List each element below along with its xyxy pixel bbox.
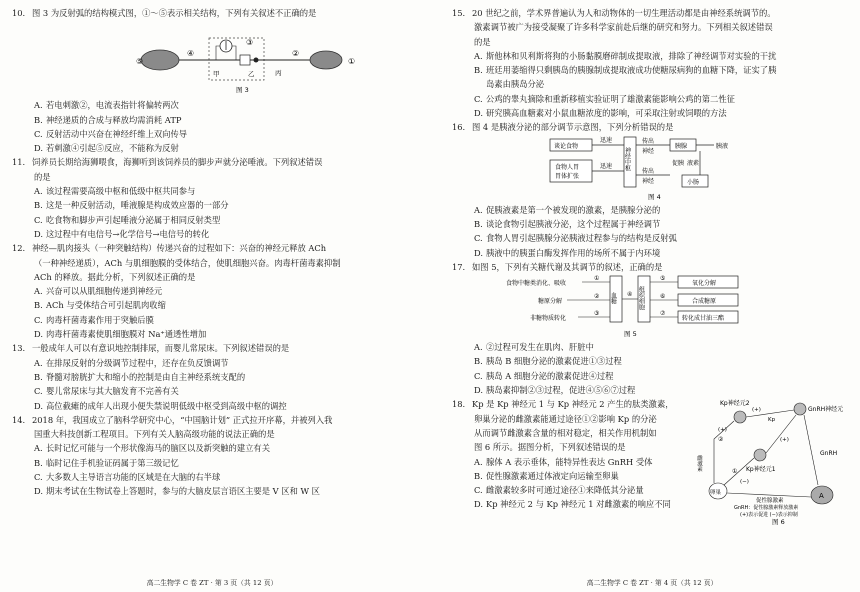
- svg-text:迅速: 迅速: [600, 162, 613, 170]
- label-jia: 甲: [213, 70, 220, 79]
- svg-text:Kp神经元2: Kp神经元2: [720, 400, 750, 408]
- q11-option: A. 该过程需要高级中枢和低级中枢共同参与: [34, 186, 196, 197]
- svg-text:①: ①: [732, 468, 738, 476]
- kp-diagram: [696, 395, 852, 525]
- label-1: ①: [348, 57, 356, 67]
- svg-text:非糖物质转化: 非糖物质转化: [530, 315, 567, 323]
- label-5: ⑤: [136, 57, 144, 67]
- label-3: ③: [246, 38, 254, 48]
- svg-text:糖原分解: 糖原分解: [538, 298, 563, 306]
- question-10-stem: 图 3 为反射弧的结构模式图，①～⑤表示相关结构，下列有关叙述不正确的是: [32, 8, 317, 18]
- glucose-diagram: [452, 274, 852, 340]
- q15-option: B. 班廷用萎缩得只剩胰岛的胰腺制成提取液成功使糖尿病狗的血糖下降，证实了胰: [474, 65, 777, 76]
- q14-option: C. 大多数人主导语言功能的区域是在大脑的右半球: [34, 472, 221, 483]
- svg-text:雌激素: 雌激素: [696, 455, 702, 472]
- svg-text:组织细胞: 组织细胞: [637, 286, 645, 311]
- svg-text:液素: 液素: [687, 159, 700, 167]
- question-10: 10. 图 3 为反射弧的结构模式图，①～⑤表示相关结构，下列有关叙述不正确的是 ⑤ ④ ③ ② ① 甲 乙 丙 图 3 A. 若电刺激②，电流表指针将偏转两次 B. 神经递质的合成与释放均需消耗 ATP C. 反射活动中兴奋在神经纤维上双向传导 D. 若刺激④引起⑤反应，不能称为反射: [12, 6, 412, 155]
- q17-option: C. 胰岛 A 细胞分泌的激素促进④过程: [474, 370, 614, 381]
- svg-text:GnRH：促性腺激素释放激素: GnRH：促性腺激素释放激素: [734, 505, 799, 512]
- reflex-arc-diagram: [12, 20, 412, 98]
- q17-option: B. 胰岛 B 细胞分泌的激素促进①③过程: [474, 356, 622, 367]
- svg-text:胃体扩张: 胃体扩张: [555, 172, 580, 180]
- receptor-oval: [310, 51, 342, 69]
- q18-option: D. Kp 神经元 2 与 Kp 神经元 1 对雌激素的响应不同: [474, 499, 671, 510]
- question-18: 18. Kp 是 Kp 神经元 1 与 Kp 神经元 2 产生的肽类激素， 卵巢分泌的雌激素能通过途径①②影响 Kp 的分泌 从而调节雌激素含量的相对稳定，相关作用机制如 图 6 所示。据图分析，下列叙述错误的是 A. 腺体 A 表示垂体，能特异性表达 GnRH 受体 B. 促性腺激素通过体液定向运输至卵巢 C. 雌激素较多时可通过途径①来降低其分泌量 D. Kp 神经元 2 与 Kp 神经元 1 对雌激素的响应不同 Kp神经元2 GnRH神经元 (+) Kp Kp神经元1 (+) GnRH A 卵巢 促性腺激素 雌激素 ② (+) ① (−) GnRH：促性腺激素释放激素 (+)表示促进 (−)表示抑制 图 6: [452, 397, 852, 511]
- q15-option: A. 斯他林和贝利斯将狗的小肠黏膜磨碎制成提取液，排除了神经调节对实验的干扰: [474, 50, 777, 61]
- question-15: 15. 20 世纪之前，学术界普遍认为人和动物体的一切生理活动都是由神经系统调节的。 激素调节被广为接受凝聚了许多科学家前赴后继的研究和努力。下列相关叙述错误 的是 A. 斯他林和贝利斯将狗的小肠黏膜磨碎制成提取液，排除了神经调节对实验的干扰 B. 班廷用萎缩得只剩胰岛的胰腺制成提取液成功使糖尿病狗的血糖下降，证实了胰 岛素由胰岛分泌 C. 公鸡的睾丸摘除和重新移植实验证明了雄激素能影响公鸡的第二性征 D. 研究胰高血糖素对小鼠血糖浓度的影响，可采取注射或饲喂的方法: [452, 6, 852, 120]
- q14-option: A. 长时记忆可能与一个形状像海马的脑区以及新突触的建立有关: [34, 443, 271, 454]
- question-17: 17. 如图 5，下列有关糖代谢及其调节的叙述，正确的是 食物中糖类消化、吸收 糖原分解 非糖物质转化 ① ② ③ 血糖 ④ 组织细胞 ⑤ ⑥ ⑦ 氧化分解 合成糖原 转化成甘油三酯 图 5 A. ②过程可发生在肌肉、肝脏中 B. 胰岛 B 细胞分泌的激素促进①③过程 C. 胰岛 A 细胞分泌的激素促进④过程 D. 胰岛素抑制②③过程，促进④⑤⑥⑦过程: [452, 260, 852, 397]
- svg-text:血糖: 血糖: [609, 292, 617, 305]
- svg-text:促胰: 促胰: [672, 159, 685, 167]
- q18-option: C. 雌激素较多时可通过途径①来降低其分泌量: [474, 485, 644, 496]
- effector-oval: [141, 50, 179, 70]
- kp-neuron-2-icon: [734, 411, 746, 423]
- label-bing: 丙: [275, 69, 282, 78]
- question-11: 11. 饲养员长期给海狮喂食，海狮听到该饲养员的脚步声就分泌唾液。下列叙述错误 的是 A. 该过程需要高级中枢和低级中枢共同参与 B. 这是一种反射活动，唾液腺是构成效应器的一部分 C. 吃食物和脚步声引起唾液分泌属于相同反射类型 D. 这过程中有电信号→化学信号→电信号的转化: [12, 155, 412, 241]
- label-2: ②: [292, 49, 300, 59]
- svg-text:③: ③: [594, 310, 600, 318]
- q15-option: C. 公鸡的睾丸摘除和重新移植实验证明了雄激素能影响公鸡的第二性征: [474, 93, 735, 104]
- question-14: 14. 2018 年，我国成立了脑科学研究中心，“中国脑计划” 正式拉开序幕，并被列入我 国重大科技创新工程项目。下列有关人脑高级功能的说法正确的是 A. 长时记忆可能与一个形状像海马的脑区以及新突触的建立有关 B. 临时记住手机验证码属于第三级记忆 C. 大多数人主导语言功能的区域是在大脑的右半球 D. 期末考试在生物试卷上答题时，参与的大脑皮层言语区主要是 V 区和 W 区: [12, 413, 412, 499]
- svg-text:食物中糖类消化、吸收: 食物中糖类消化、吸收: [506, 280, 567, 288]
- svg-text:④: ④: [627, 291, 633, 299]
- q15-option-continued: 岛素由胰岛分泌: [486, 79, 545, 90]
- svg-text:(+): (+): [780, 437, 789, 444]
- q10-option: D. 若刺激④引起⑤反应，不能称为反射: [34, 143, 179, 154]
- svg-text:谈论食物: 谈论食物: [554, 142, 579, 150]
- figure-3-caption: 图 3: [236, 86, 249, 95]
- q14-option: B. 临时记住手机验证码属于第三级记忆: [34, 457, 179, 468]
- q13-option: C. 婴儿常尿床与其大脑发育不完善有关: [34, 386, 179, 397]
- figure-4-pancreatic-regulation: [452, 135, 852, 203]
- svg-text:(+)表示促进 (−)表示抑制: (+)表示促进 (−)表示抑制: [740, 512, 798, 519]
- svg-text:传出: 传出: [642, 137, 655, 145]
- svg-text:GnRH: GnRH: [820, 450, 838, 458]
- svg-text:合成糖原: 合成糖原: [692, 298, 717, 306]
- q13-option: A. 在排尿反射的分级调节过程中，还存在负反馈调节: [34, 357, 229, 368]
- question-12: 12. 神经—肌肉接头（一种突触结构）传递兴奋的过程如下：兴奋的神经元释放 ACh （一种神经递质），ACh 与肌细胞膜的受体结合，使肌细胞兴奋。肉毒杆菌毒素抑制 ACh 的释放。据此分析，下列叙述正确的是 A. 兴奋可以从肌细胞传递到神经元 B. ACh 与受体结合可引起肌肉收缩 C. 肉毒杆菌毒素作用于突触后膜 D. 肉毒杆菌毒素使肌细胞膜对 Na⁺通透性增加: [12, 241, 412, 341]
- svg-text:Kp神经元1: Kp神经元1: [746, 466, 776, 474]
- q16-option: B. 谈论食物引起胰液分泌，这个过程属于神经调节: [474, 218, 661, 229]
- q16-option: D. 胰液中的胰蛋白酶发挥作用的场所不属于内环境: [474, 247, 661, 258]
- svg-text:传出: 传出: [642, 167, 655, 175]
- q16-option: A. 促胰液素是第一个被发现的激素，是胰腺分泌的: [474, 204, 661, 215]
- svg-text:促性腺激素: 促性腺激素: [756, 498, 784, 505]
- svg-text:②: ②: [718, 436, 724, 444]
- q10-option: B. 神经递质的合成与释放均需消耗 ATP: [34, 114, 182, 125]
- q11-option: B. 这是一种反射活动，唾液腺是构成效应器的一部分: [34, 200, 229, 211]
- svg-text:Kp: Kp: [768, 417, 776, 424]
- svg-text:(−): (−): [740, 479, 749, 486]
- svg-text:氧化分解: 氧化分解: [692, 280, 717, 288]
- svg-text:迅速: 迅速: [600, 136, 613, 144]
- figure-6-caption: 图 6: [772, 518, 785, 526]
- svg-text:(+): (+): [718, 427, 727, 434]
- figure-5-caption: 图 5: [624, 330, 637, 339]
- q12-option: C. 肉毒杆菌毒素作用于突触后膜: [34, 314, 154, 325]
- q17-option: A. ②过程可发生在肌肉、肝脏中: [474, 342, 594, 353]
- question-16: 16. 图 4 是胰液分泌的部分调节示意图，下列分析错误的是 谈论食物 食物人胃 胃体扩张 迅速 迅速 神经中枢 传出 神经 传出 神经 胰腺 胰液 促胰 液素 小肠 图 4 A. 促胰液素是第一个被发现的激素，是胰腺分泌的 B. 谈论食物引起胰液分泌，这个过程属于神经调节 C. 食物人胃引起胰腺分泌胰液过程参与的结构是反射弧 D. 胰液中的胰蛋白酶发挥作用的场所不属于内环境: [452, 120, 852, 259]
- figure-6-kp-regulation: [696, 395, 852, 525]
- svg-text:胰腺: 胰腺: [675, 142, 688, 150]
- svg-text:②: ②: [594, 293, 600, 301]
- kp-neuron-1-icon: [754, 449, 766, 461]
- label-yi: 乙: [248, 70, 255, 79]
- right-column: [452, 6, 852, 526]
- q18-option: A. 腺体 A 表示垂体，能特异性表达 GnRH 受体: [474, 456, 653, 467]
- svg-text:①: ①: [594, 275, 600, 283]
- svg-text:⑥: ⑥: [660, 293, 666, 301]
- svg-text:食物人胃: 食物人胃: [555, 163, 580, 171]
- q11-option: D. 这过程中有电信号→化学信号→电信号的转化: [34, 228, 210, 239]
- svg-text:胰液: 胰液: [716, 142, 729, 150]
- svg-text:小肠: 小肠: [687, 178, 700, 186]
- q13-option: B. 脊髓对膀胱扩大和缩小的控制是由自主神经系统支配的: [34, 371, 246, 382]
- q13-option: D. 高位截瘫的成年人出现小便失禁说明低级中枢受到高级中枢的调控: [34, 400, 287, 411]
- label-4: ④: [187, 49, 195, 59]
- q17-option: D. 胰岛素抑制②③过程，促进④⑤⑥⑦过程: [474, 385, 636, 396]
- pancreas-diagram: [452, 135, 852, 203]
- q10-option: A. 若电刺激②，电流表指针将偏转两次: [34, 100, 179, 111]
- page-footer-right: 高二生物学 C 卷 ZT · 第 4 页（共 12 页）: [586, 579, 718, 587]
- svg-text:⑦: ⑦: [660, 310, 666, 318]
- svg-text:⑤: ⑤: [660, 275, 666, 283]
- page-footer-left: 高二生物学 C 卷 ZT · 第 3 页（共 12 页）: [146, 579, 278, 587]
- svg-text:神经: 神经: [642, 177, 655, 185]
- q12-option: A. 兴奋可以从肌细胞传递到神经元: [34, 286, 163, 297]
- svg-text:神经: 神经: [642, 147, 655, 155]
- figure-3-reflex-arc: [12, 20, 412, 98]
- left-column: [12, 6, 412, 499]
- gnrh-neuron-icon: [794, 403, 806, 415]
- q11-option: C. 吃食物和脚步声引起唾液分泌属于相同反射类型: [34, 214, 221, 225]
- figure-4-caption: 图 4: [648, 192, 661, 201]
- svg-text:卵巢: 卵巢: [710, 490, 722, 497]
- q14-option: D. 期末考试在生物试卷上答题时，参与的大脑皮层言语区主要是 V 区和 W 区: [34, 486, 320, 497]
- q18-option: B. 促性腺激素通过体液定向运输至卵巢: [474, 470, 619, 481]
- q12-option: B. ACh 与受体结合可引起肌肉收缩: [34, 300, 166, 311]
- q12-option: D. 肉毒杆菌毒素使肌细胞膜对 Na⁺通透性增加: [34, 329, 207, 340]
- q10-option: C. 反射活动中兴奋在神经纤维上双向传导: [34, 128, 188, 139]
- svg-text:(+): (+): [752, 407, 761, 414]
- q15-option: D. 研究胰高血糖素对小鼠血糖浓度的影响，可采取注射或饲喂的方法: [474, 108, 727, 119]
- svg-text:GnRH神经元: GnRH神经元: [808, 406, 844, 414]
- figure-5-glucose-metabolism: [452, 274, 852, 340]
- svg-text:A: A: [819, 492, 824, 501]
- q16-option: C. 食物人胃引起胰腺分泌胰液过程参与的结构是反射弧: [474, 233, 677, 244]
- svg-text:神经中枢: 神经中枢: [623, 146, 631, 171]
- svg-text:转化成甘油三酯: 转化成甘油三酯: [682, 315, 725, 323]
- question-13: 13. 一般成年人可以有意识地控制排尿，而婴儿常尿床。下列叙述错误的是 A. 在排尿反射的分级调节过程中，还存在负反馈调节 B. 脊髓对膀胱扩大和缩小的控制是由自主神经系统支配的 C. 婴儿常尿床与其大脑发育不完善有关 D. 高位截瘫的成年人出现小便失禁说明低级中枢受到高级中枢的调控: [12, 341, 412, 412]
